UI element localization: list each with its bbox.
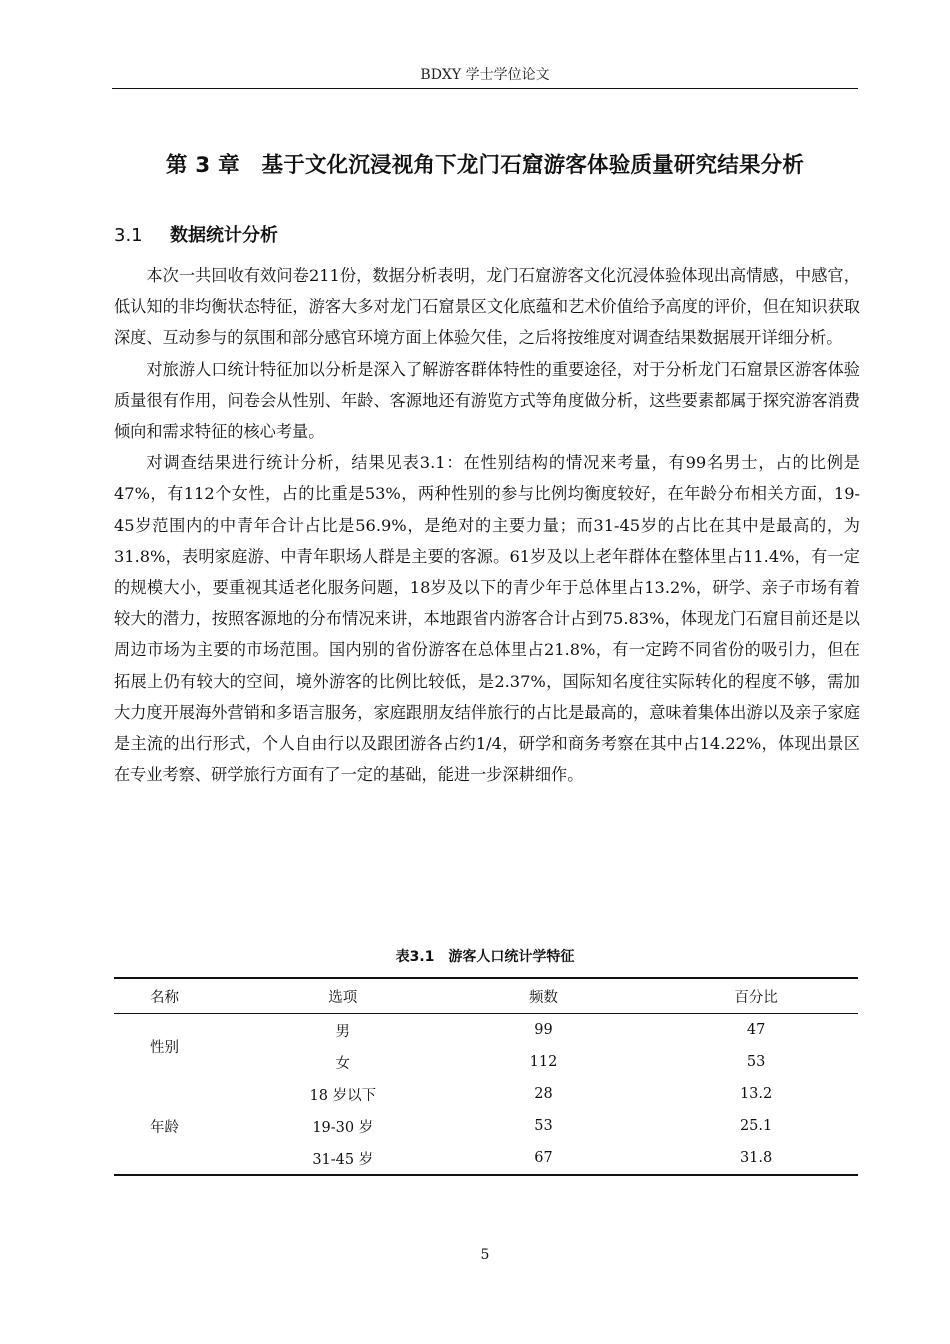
percent-cell: 47 [746, 1022, 766, 1038]
option-cell: 19-30 岁 [312, 1119, 374, 1136]
paragraph: 对旅游人口统计特征加以分析是深入了解游客群体特性的重要途径，对于分析龙门石窟景区游客体验质量很有作用，问卷会从性别、年龄、客源地还有游览方式等角度做分析，这些要素都属于探究游客消费倾向和需求特征的核心考量。 [114, 359, 860, 442]
body-text [114, 260, 860, 790]
option-cell: 男 [335, 1023, 351, 1040]
header-name: 名称 [114, 978, 253, 1014]
header-frequency: 频数 [433, 978, 654, 1014]
section-heading [114, 221, 278, 247]
section-title: 数据统计分析 [170, 225, 278, 246]
frequency-cell: 99 [534, 1022, 553, 1038]
category-cell: 年龄 [150, 1119, 179, 1136]
header-rule [112, 88, 858, 89]
section-number: 3.1 [114, 225, 143, 246]
percent-cell: 25.1 [739, 1118, 773, 1134]
page-number: 5 [480, 1247, 490, 1263]
running-header: BDXY 学士学位论文 [420, 67, 550, 83]
percent-cell: 13.2 [739, 1086, 773, 1102]
frequency-cell: 67 [534, 1150, 553, 1166]
frequency-cell: 112 [529, 1054, 558, 1070]
header-percent: 百分比 [654, 978, 858, 1014]
frequency-cell: 53 [534, 1118, 553, 1134]
percent-cell: 53 [746, 1054, 766, 1070]
percent-cell: 31.8 [739, 1150, 773, 1166]
table-caption-number: 表3.1 [395, 949, 435, 965]
option-cell: 31-45 岁 [312, 1151, 374, 1168]
demographics-table [114, 977, 858, 1176]
table-row [114, 1014, 858, 1047]
table-header-row [114, 978, 858, 1014]
frequency-cell: 28 [534, 1086, 553, 1102]
chapter-title: 第 3 章 基于文化沉浸视角下龙门石窟游客体验质量研究结果分析 [165, 153, 805, 178]
header-option: 选项 [253, 978, 433, 1014]
category-cell: 性别 [150, 1039, 179, 1056]
paragraph: 本次一共回收有效问卷211份，数据分析表明，龙门石窟游客文化沉浸体验体现出高情感，中感官，低认知的非均衡状态特征，游客大多对龙门石窟景区文化底蕴和艺术价值给予高度的评价，但在知识获取深度、互动参与的氛围和部分感官环境方面上体验欠佳，之后将按维度对调查结果数据展开详细分析。 [114, 266, 860, 348]
option-cell: 女 [335, 1055, 351, 1072]
table-row [114, 1078, 858, 1110]
table-caption [112, 946, 858, 966]
paragraph: 对调查结果进行统计分析，结果见表3.1：在性别结构的情况来考量，有99名男士，占的比例是47%，有112个女性，占的比重是53%，两种性别的参与比例均衡度较好，在年龄分布相关方面，19-45岁范围内的中青年合计占比是56.9%，是绝对的主要力量；而31-45岁的占比在其中是最高的，为31.8%，表明家庭游、中青年职场人群是主要的客源。61岁及以上老年群体在整体里占11.4%，有一定的规模大小，要重视其适老化服务问题，18岁及以下的青少年于总体里占13.2%，研学、亲子市场有着较大的潜力，按照客源地的分布情况来讲，本地跟省内游客合计占到75.83%，体现龙门石窟目前还是以周边市场为主要的市场范围。国内别的省份游客在总体里占21.8%，有一定跨不同省份的吸引力，但在拓展上仍有较大的空间，境外游客的比例比较低，是2.37%，国际知名度往实际转化的程度不够，需加大力度开展海外营销和多语言服务，家庭跟朋友结伴旅行的占比是最高的，意味着集体出游以及亲子家庭是主流的出行形式，个人自由行以及跟团游各占约1/4，研学和商务考察在其中占14.22%，体现出景区在专业考察、研学旅行方面有了一定的基础，能进一步深耕细作。 [114, 453, 860, 785]
table-caption-title: 游客人口统计学特征 [448, 949, 575, 965]
option-cell: 18 岁以下 [309, 1087, 377, 1104]
